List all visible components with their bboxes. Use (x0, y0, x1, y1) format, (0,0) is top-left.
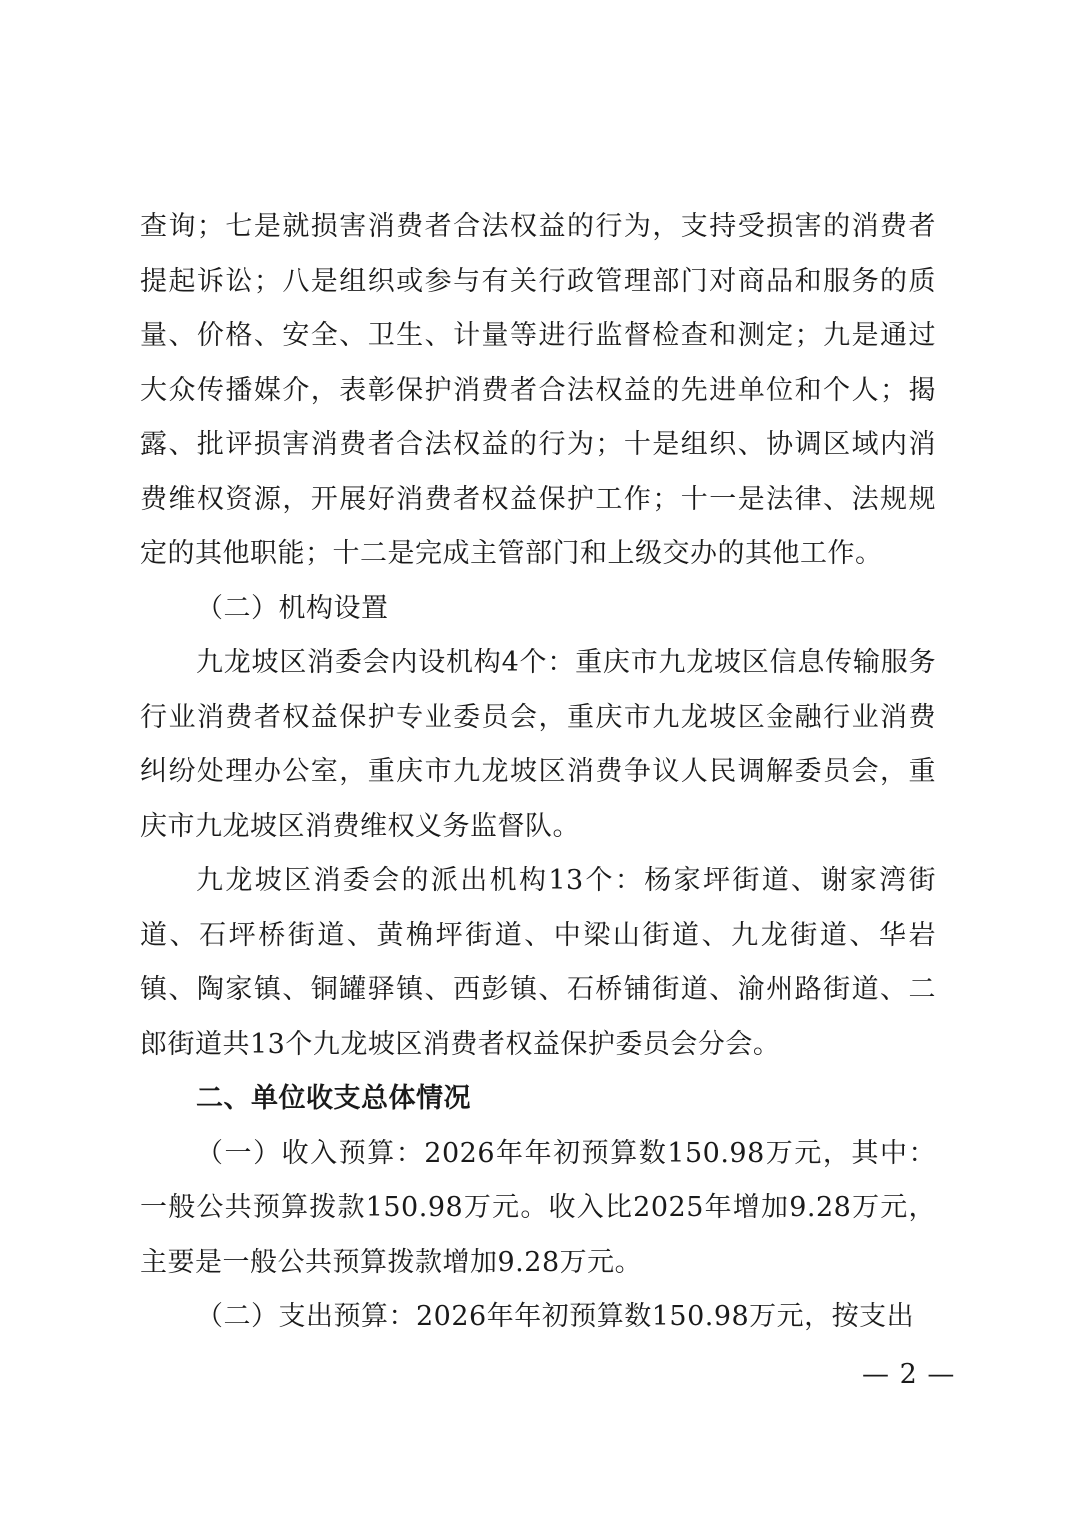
document-body (140, 200, 936, 1345)
paragraph-expenditure-budget: （二）支出预算：2026年年初预算数150.98万元，按支出 (196, 1301, 915, 1332)
paragraph-income-budget: （一）收入预算：2026年年初预算数150.98万元，其中：一般公共预算拨款150.98万元。收入比2025年增加9.28万元，主要是一般公共预算拨款增加9.28万元。 (140, 1137, 936, 1278)
page-number: — 2 — (862, 1359, 956, 1390)
heading-organization-setup: （二）机构设置 (196, 592, 389, 624)
paragraph-dispatched-institutions: 九龙坡区消委会的派出机构13个：杨家坪街道、谢家湾街道、石坪桥街道、黄桷坪街道、中梁山街道、九龙街道、华岩镇、陶家镇、铜罐驿镇、西彭镇、石桥铺街道、渝州路街道、二郎街道共13个九龙坡区消费者权益保护委员会分会。 (140, 865, 936, 1060)
paragraph-functions-continued: 查询；七是就损害消费者合法权益的行为，支持受损害的消费者提起诉讼；八是组织或参与有关行政管理部门对商品和服务的质量、价格、安全、卫生、计量等进行监督检查和测定；九是通过大众传播媒介，表彰保护消费者合法权益的先进单位和个人；揭露、批评损害消费者合法权益的行为；十是组织、协调区域内消费维权资源，开展好消费者权益保护工作；十一是法律、法规规定的其他职能；十二是完成主管部门和上级交办的其他工作。 (140, 211, 936, 569)
paragraph-internal-institutions: 九龙坡区消委会内设机构4个：重庆市九龙坡区信息传输服务行业消费者权益保护专业委员会，重庆市九龙坡区金融行业消费纠纷处理办公室，重庆市九龙坡区消费争议人民调解委员会，重庆市九龙坡区消费维权义务监督队。 (140, 647, 936, 842)
heading-income-expenditure-overview: 二、单位收支总体情况 (196, 1083, 471, 1114)
